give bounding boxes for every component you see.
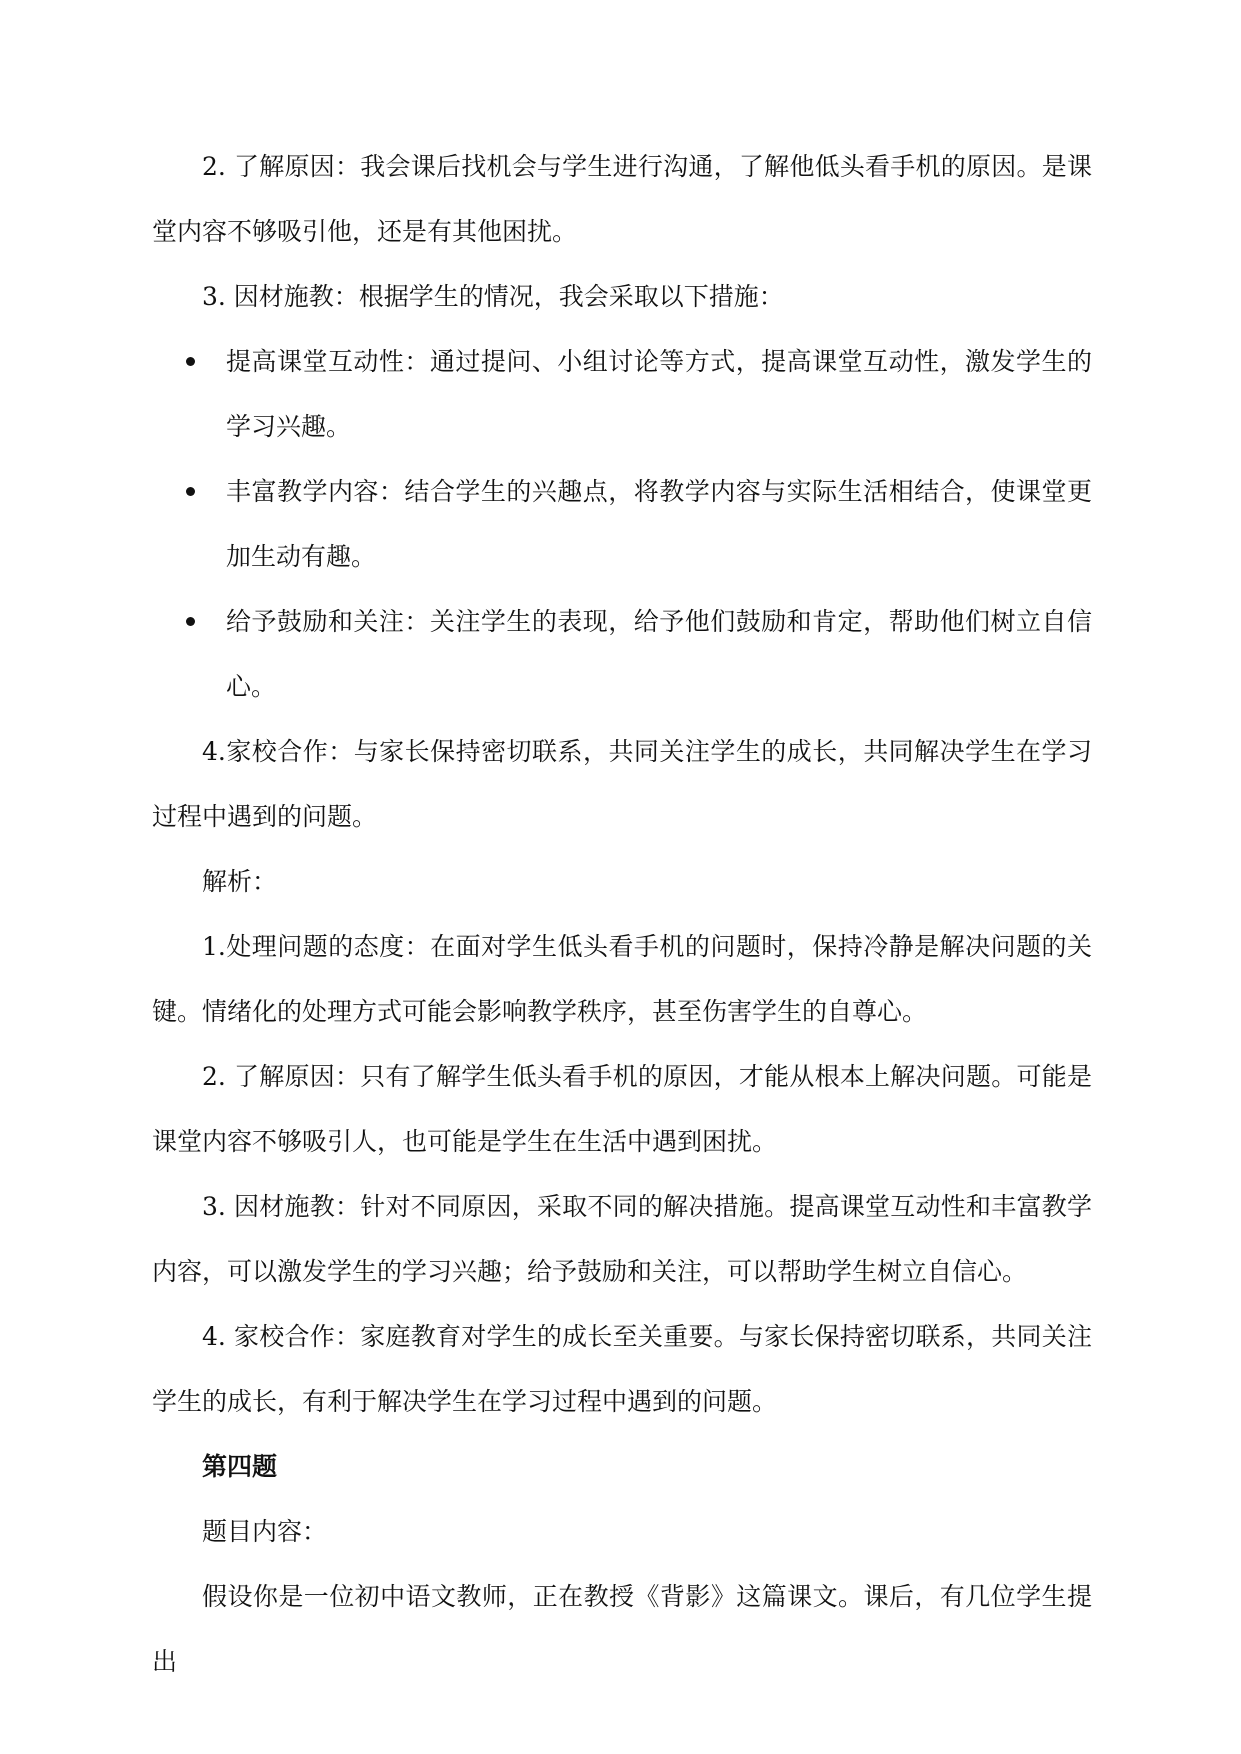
paragraph-question-label: 题目内容： — [202, 1517, 328, 1546]
list-item-text: 丰富教学内容：结合学生的兴趣点，将教学内容与实际生活相结合，使课堂更加生动有趣。 — [226, 477, 1092, 571]
measures-list — [152, 329, 1092, 719]
list-item-text: 提高课堂互动性：通过提问、小组讨论等方式，提高课堂互动性，激发学生的学习兴趣。 — [226, 347, 1092, 441]
paragraph-question-body: 假设你是一位初中语文教师，正在教授《背影》这篇课文。课后，有几位学生提出 — [152, 1582, 1092, 1676]
paragraph-analysis-aptitude: 3. 因材施教：针对不同原因，采取不同的解决措施。提高课堂互动性和丰富教学内容，可以激发学生的学习兴趣；给予鼓励和关注，可以帮助学生树立自信心。 — [152, 1192, 1092, 1286]
paragraph-analysis-home-school: 4. 家校合作：家庭教育对学生的成长至关重要。与家长保持密切联系，共同关注学生的成长，有利于解决学生在学习过程中遇到的问题。 — [152, 1322, 1092, 1416]
list-item — [152, 459, 1092, 589]
paragraph-home-school: 4.家校合作：与家长保持密切联系，共同关注学生的成长，共同解决学生在学习过程中遇到的问题。 — [152, 737, 1092, 831]
section-heading: 第四题 — [202, 1452, 278, 1481]
list-item-text: 给予鼓励和关注：关注学生的表现，给予他们鼓励和肯定，帮助他们树立自信心。 — [226, 607, 1092, 701]
paragraph-analysis-attitude: 1.处理问题的态度：在面对学生低头看手机的问题时，保持冷静是解决问题的关键。情绪化的处理方式可能会影响教学秩序，甚至伤害学生的自尊心。 — [152, 932, 1092, 1026]
list-item — [152, 589, 1092, 719]
bullet-icon — [186, 357, 195, 366]
paragraph-analysis-label: 解析： — [202, 867, 278, 896]
paragraph-teach-by-aptitude: 3. 因材施教：根据学生的情况，我会采取以下措施： — [202, 282, 784, 311]
bullet-icon — [186, 617, 195, 626]
document-body — [152, 134, 1092, 1694]
paragraph-understand-reason: 2. 了解原因：我会课后找机会与学生进行沟通，了解他低头看手机的原因。是课堂内容不够吸引他，还是有其他困扰。 — [152, 152, 1092, 246]
paragraph-analysis-reason: 2. 了解原因：只有了解学生低头看手机的原因，才能从根本上解决问题。可能是课堂内容不够吸引人，也可能是学生在生活中遇到困扰。 — [152, 1062, 1092, 1156]
bullet-icon — [186, 487, 195, 496]
list-item — [152, 329, 1092, 459]
